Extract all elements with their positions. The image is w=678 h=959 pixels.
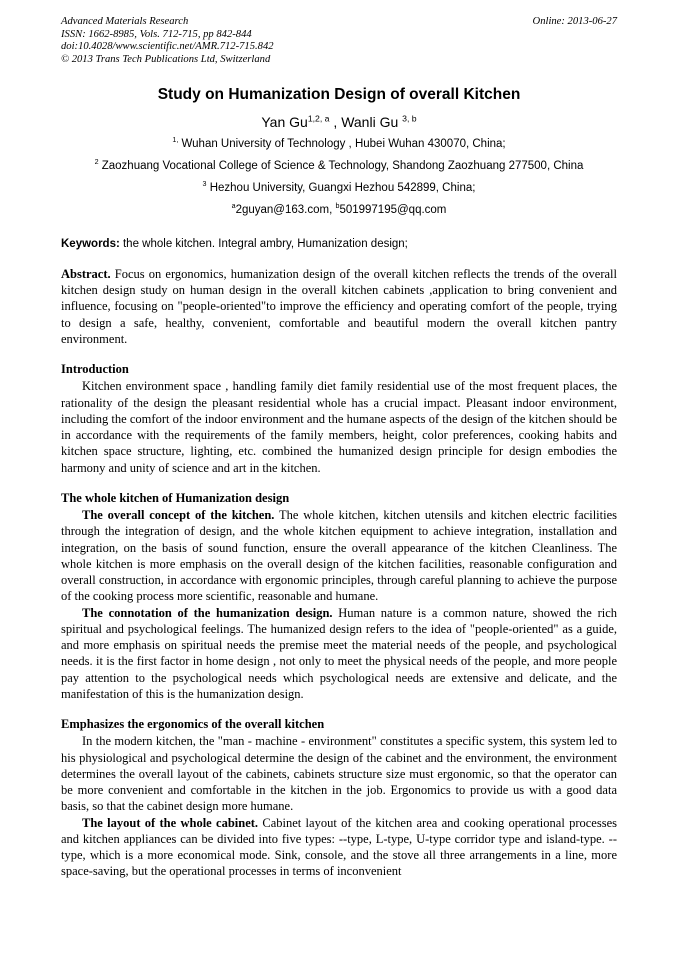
paper-title: Study on Humanization Design of overall Kitchen (157, 86, 521, 103)
paragraph-text: The whole kitchen, kitchen utensils and kitchen electric facilities through the integration of design, and the whole kitchen equipment to achieve integration, installation and integration, on the basis of sound function, ensure the overall appearance of the kitchen Cleanliness. The whole kitchen is more emphasis on the overall design of the kitchen facilities, reasonable configuration and overall construction, in accordance with ergonomic principles, through careful planning to achieve the purpose of the cooking process more scientific, reasonable and humane. (61, 508, 617, 604)
authors-line (61, 114, 617, 131)
doi-line: doi:10.4028/www.scientific.net/AMR.712-715.842 (61, 41, 274, 52)
abstract-text: Focus on ergonomics, humanization design of the overall kitchen reflects the trends of the overall kitchen design study on human design in the overall kitchen cabinets ,application to bring convenient and influence, focusing on "people-oriented"to improve the efficiency and operating comfort of the people, trying to design a safe, healthy, convenient, comfortable and beautiful modern the overall kitchen pantry environment. (61, 266, 617, 346)
affiliation-2-superscript: 2 (94, 158, 99, 167)
online-date: Online: 2013-06-27 (532, 16, 617, 27)
affiliation-3-text: Hezhou University, Guangxi Hezhou 542899, China; (206, 181, 476, 194)
email-b: 501997195@qq.com (339, 203, 447, 216)
affiliation-2-text: Zaozhuang Vocational College of Science & Technology, Shandong Zaozhuang 277500, China (98, 160, 584, 173)
author-2-superscript: 3, b (402, 112, 417, 123)
section-heading-introduction: Introduction (61, 362, 129, 377)
author-1-name: Yan Gu (261, 113, 308, 130)
paragraph (61, 507, 617, 605)
affiliation-1-superscript: 1, (172, 136, 179, 145)
abstract-paragraph (61, 266, 617, 347)
paragraph (61, 605, 617, 703)
paragraph-text: Kitchen environment space , handling family diet family residential use of the most frequent places, the rationality of the design the pleasant residential whole has a crucial impact. Pleasant indoor environment, including the comfort of the indoor environment and the humane aspects of the design of the kitchen should be in accordance with the requirements of the family members, height, color preferences, cooking habits and kitchen space structure, lighting, etc. combined the humanized design principle for design embodies the harmony and unity of science and art in the kitchen. (61, 379, 617, 475)
email-a: 2guyan@163.com (235, 203, 330, 216)
paragraph (61, 378, 617, 476)
keywords-text: the whole kitchen. Integral ambry, Humanization design; (119, 237, 408, 250)
author-separator: , (329, 113, 342, 130)
paragraph-text: In the modern kitchen, the "man - machine - environment" constitutes a specific system, this system led to his physiological and psychological determine the design of the cabinet and the environment, the environment determines the overall layout of the cabinets, cabinets structure size must ergonomic, so that the operator can be more convenient and comfortable in the kitchen in the job. Ergonomics to provide us with a good data basis, so that the cabinet design more humane. (61, 734, 617, 814)
paragraph-lead: The overall concept of the kitchen. (82, 508, 275, 523)
paragraph-text: Human nature is a common nature, showed the rich spiritual and psychological feelings. The humanized design refers to the idea of "people-oriented" as a guide, and more emphasis on spiritual needs the premise meet the material needs of the people, and psychological needs. it is the first factor in home design , not only to meet the physical needs of the people, and more people pay attention to the psychological needs which psychological needs are extensive and delicate, and the manifestation of this is the humanization design. (61, 605, 617, 701)
author-2-name: Wanli Gu (341, 113, 403, 130)
email-separator: , (329, 203, 336, 216)
email-a-superscript: a (231, 201, 236, 210)
paragraph-text: Cabinet layout of the kitchen area and cooking operational processes and kitchen appliances can be divided into five types: --type, L-type, U-type corridor type and island-type. --type, which is a more economical mode. Sink, console, and the stove all three arrangements in a line, more space-saving, but the operational processes in terms of inconvenient (61, 815, 617, 879)
keywords-label: Keywords: (61, 237, 120, 250)
paragraph (61, 815, 617, 880)
affiliation-1 (61, 138, 617, 152)
section-heading-whole-kitchen: The whole kitchen of Humanization design (61, 490, 290, 505)
section-heading-ergonomics: Emphasizes the ergonomics of the overall kitchen (61, 717, 325, 732)
affiliation-2 (61, 160, 617, 174)
journal-name: Advanced Materials Research (61, 16, 189, 27)
affiliation-3 (61, 182, 617, 196)
abstract-label: Abstract. (61, 266, 111, 281)
paragraph (61, 733, 617, 814)
journal-info-block (61, 16, 274, 66)
copyright-line: © 2013 Trans Tech Publications Ltd, Switzerland (61, 53, 271, 65)
affiliation-1-text: Wuhan University of Technology , Hubei Wuhan 430070, China; (178, 138, 506, 151)
author-1-superscript: 1,2, a (307, 112, 330, 123)
email-b-superscript: b (335, 201, 340, 210)
paragraph-lead: The connotation of the humanization design. (82, 605, 333, 620)
journal-header (61, 16, 617, 66)
paragraph-lead: The layout of the whole cabinet. (82, 815, 259, 830)
issn-volume-line: ISSN: 1662-8985, Vols. 712-715, pp 842-844 (61, 28, 252, 40)
author-emails-line (61, 201, 617, 218)
affiliation-3-superscript: 3 (202, 180, 207, 189)
keywords-line (61, 237, 617, 251)
